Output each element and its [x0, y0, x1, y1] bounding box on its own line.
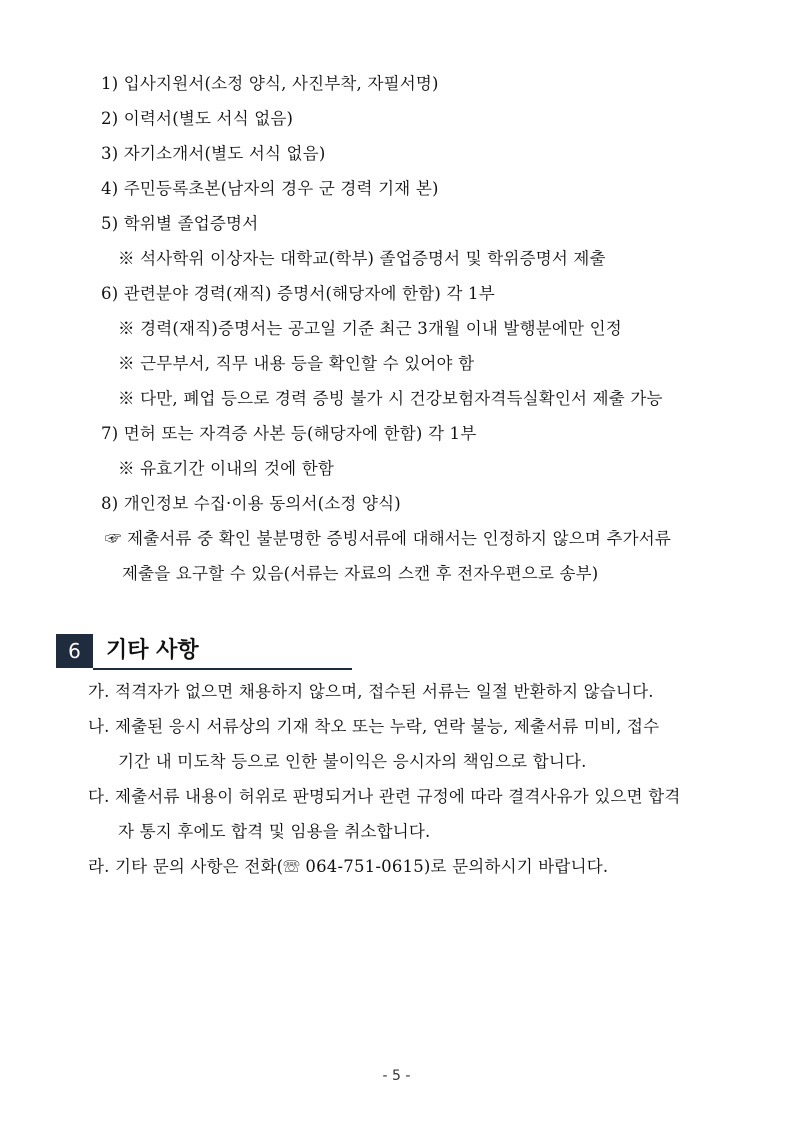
- note-ga: 가. 적격자가 없으면 채용하지 않으며, 접수된 서류는 일절 반환하지 않습니다.: [88, 682, 654, 701]
- document-remark-continued: 제출을 요구할 수 있음(서류는 자료의 스캔 후 전자우편으로 송부): [122, 564, 599, 583]
- document-note-6b: ※ 근무부서, 직무 내용 등을 확인할 수 있어야 함: [118, 354, 475, 373]
- section-number: 6: [56, 634, 93, 668]
- document-remark: ☞ 제출서류 중 확인 불분명한 증빙서류에 대해서는 인정하지 않으며 추가서류: [105, 529, 672, 548]
- document-note-5: ※ 석사학위 이상자는 대학교(학부) 졸업증명서 및 학위증명서 제출: [118, 249, 606, 268]
- document-item-7: 7) 면허 또는 자격증 사본 등(해당자에 한함) 각 1부: [101, 424, 477, 443]
- document-item-1: 1) 입사지원서(소정 양식, 사진부착, 자필서명): [101, 74, 439, 93]
- document-item-8: 8) 개인정보 수집·이용 동의서(소정 양식): [101, 494, 401, 513]
- note-na-continued: 기간 내 미도착 등으로 인한 불이익은 응시자의 책임으로 합니다.: [118, 752, 587, 771]
- section-underline: [93, 668, 352, 670]
- document-note-7: ※ 유효기간 이내의 것에 한함: [118, 459, 335, 478]
- document-note-6c: ※ 다만, 폐업 등으로 경력 증빙 불가 시 건강보험자격득실확인서 제출 가능: [118, 389, 663, 408]
- document-item-6: 6) 관련분야 경력(재직) 증명서(해당자에 한함) 각 1부: [101, 284, 495, 303]
- document-item-3: 3) 자기소개서(별도 서식 없음): [101, 144, 326, 163]
- section-title: 기타 사항: [106, 638, 199, 663]
- document-note-6a: ※ 경력(재직)증명서는 공고일 기준 최근 3개월 이내 발행분에만 인정: [118, 319, 622, 338]
- note-ra: 라. 기타 문의 사항은 전화(☏ 064-751-0615)로 문의하시기 바랍니다.: [88, 857, 609, 876]
- section-header: [56, 634, 352, 670]
- note-da-continued: 자 통지 후에도 합격 및 임용을 취소합니다.: [118, 822, 431, 841]
- document-item-4: 4) 주민등록초본(남자의 경우 군 경력 기재 본): [101, 179, 439, 198]
- document-item-5: 5) 학위별 졸업증명서: [101, 214, 259, 233]
- page-number: - 5 -: [382, 1068, 411, 1084]
- document-item-2: 2) 이력서(별도 서식 없음): [101, 109, 294, 128]
- note-na: 나. 제출된 응시 서류상의 기재 착오 또는 누락, 연락 불능, 제출서류 미비, 접수: [88, 717, 660, 736]
- note-da: 다. 제출서류 내용이 허위로 판명되거나 관련 규정에 따라 결격사유가 있으면 합격: [88, 787, 681, 806]
